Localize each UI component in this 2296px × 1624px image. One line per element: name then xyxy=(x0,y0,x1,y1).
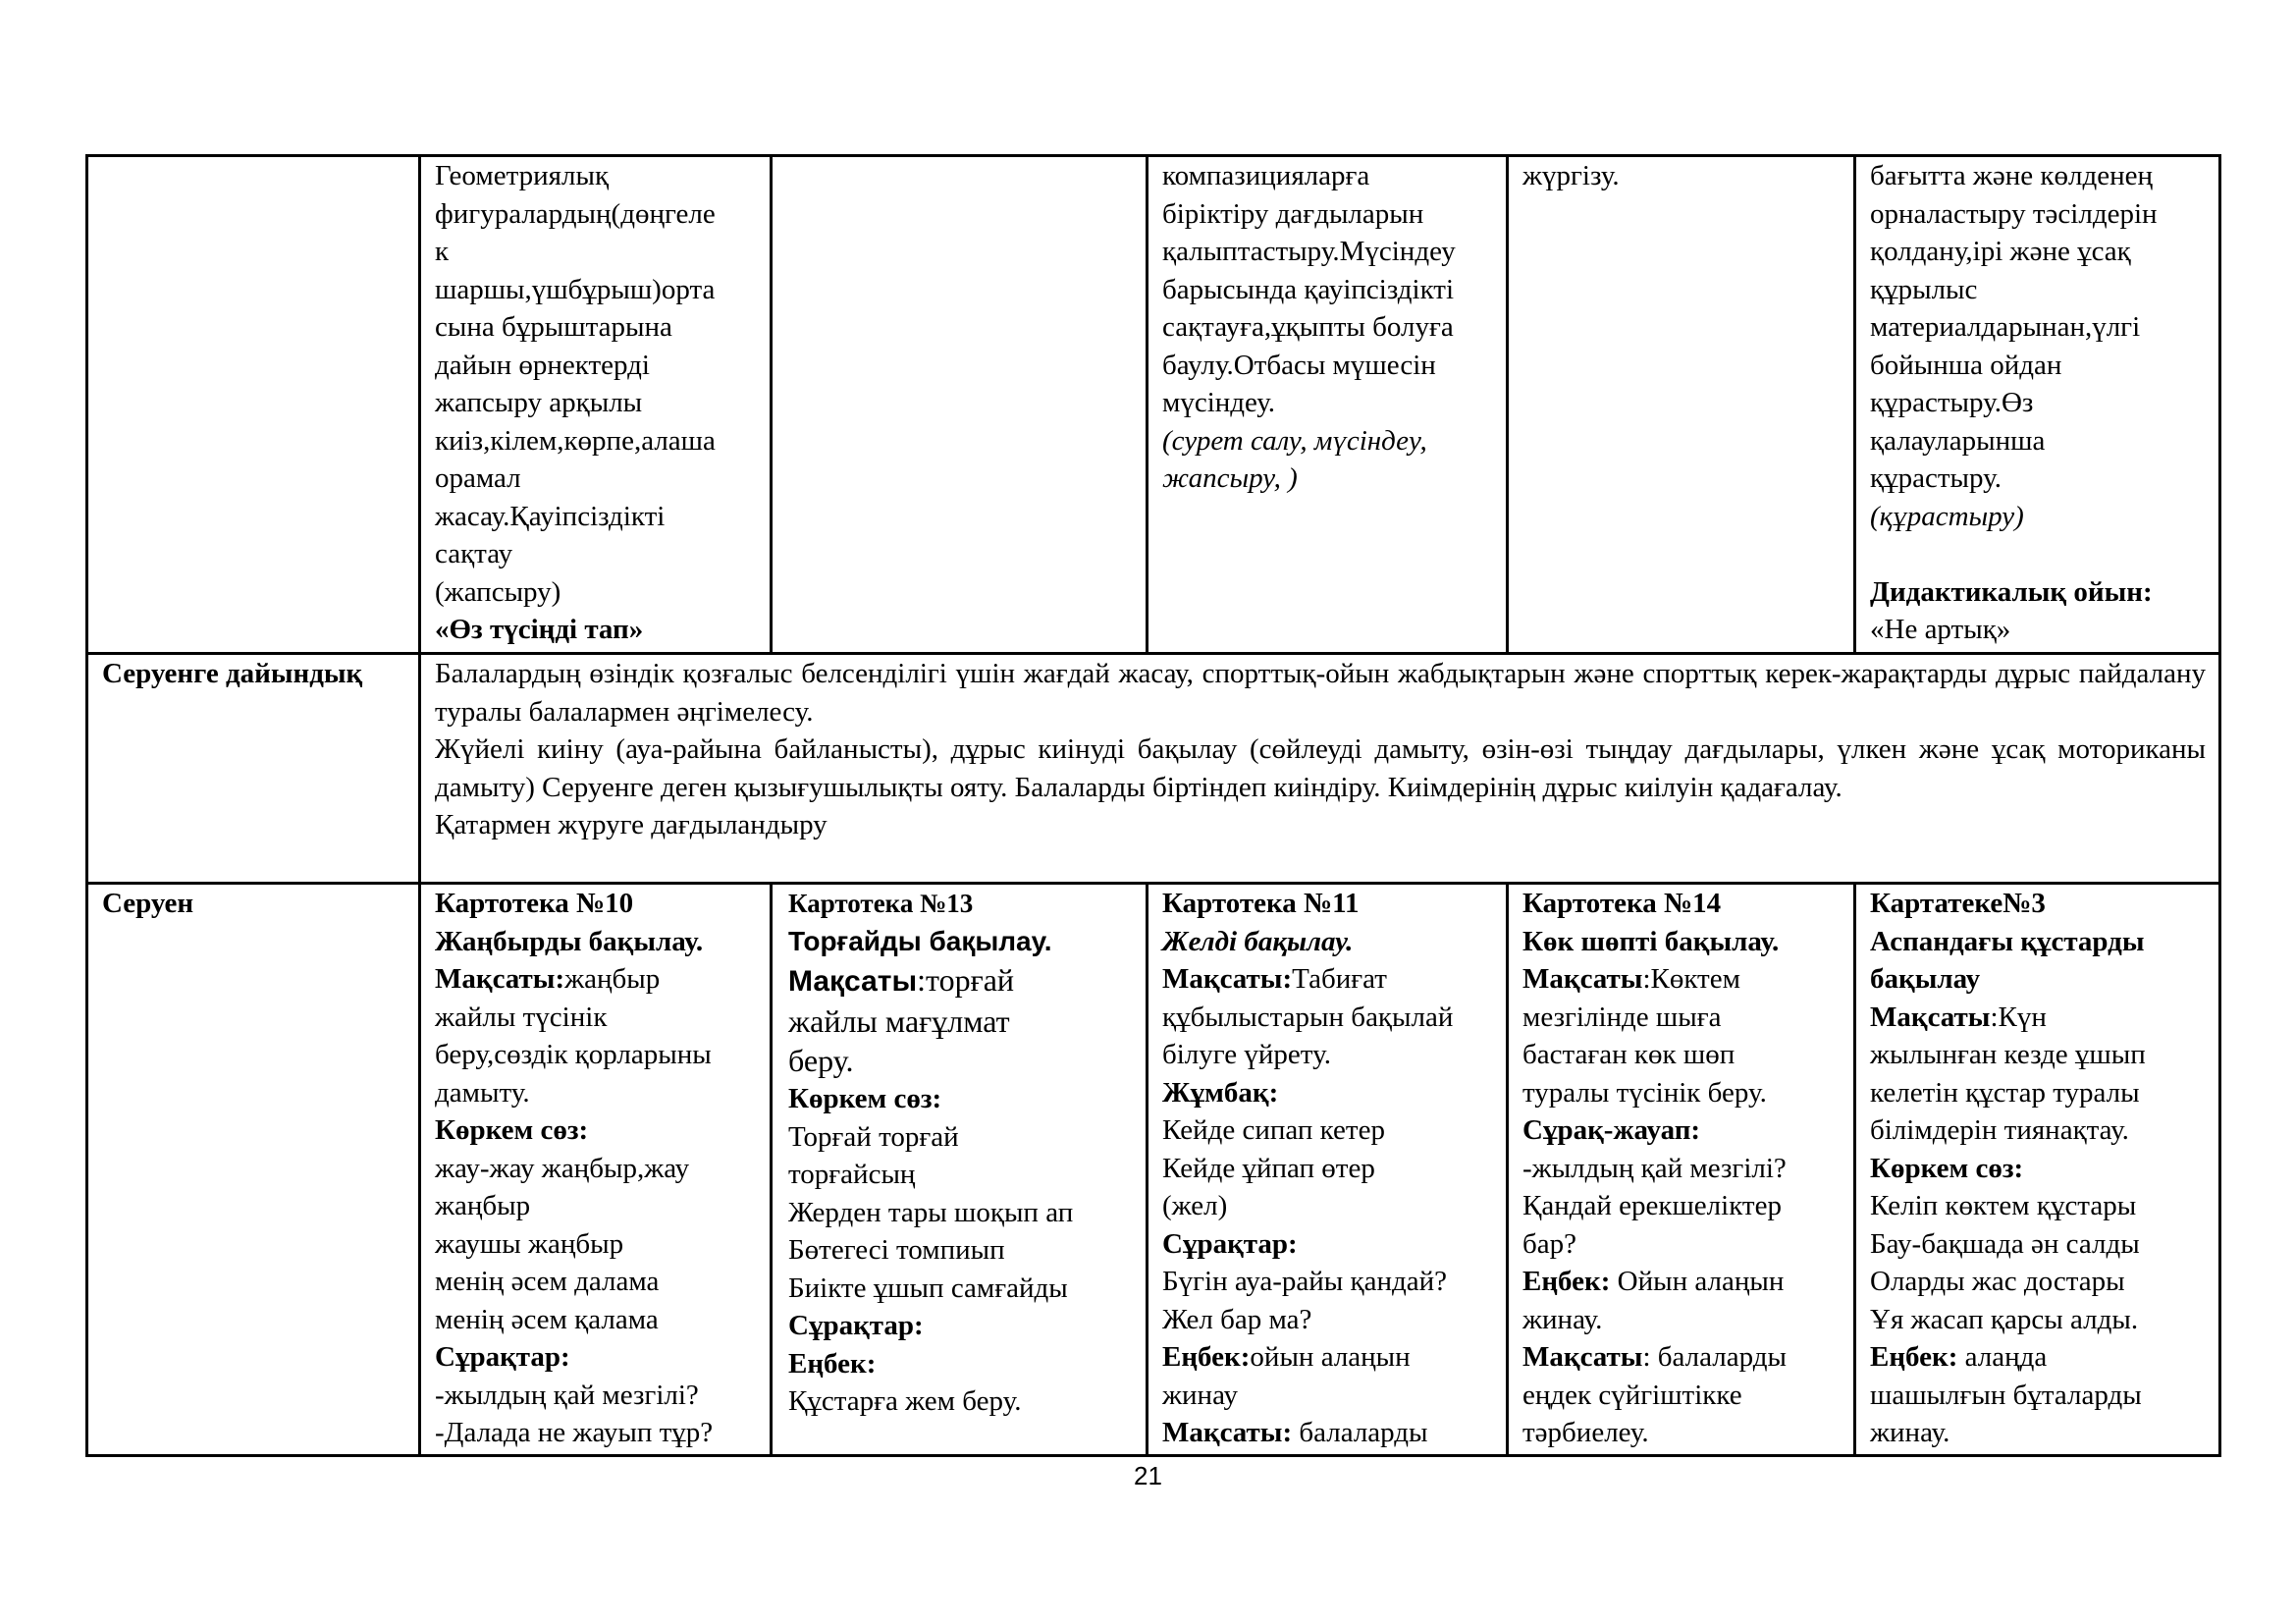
spacer xyxy=(1870,535,2206,573)
text-line: Геометриялық xyxy=(435,160,610,191)
text-line: Биікте ұшып самғайды xyxy=(788,1272,1068,1304)
activity-type: (сурет салу, мүсіндеу, xyxy=(1162,424,1427,457)
wed-walk-cell xyxy=(1148,884,1508,1456)
text-line: ойын алаңын xyxy=(1250,1341,1411,1373)
card-number: Картотека №13 xyxy=(788,889,974,918)
questions-label: Сұрақтар: xyxy=(788,1310,924,1341)
poem-label: Көркем сөз: xyxy=(1870,1152,2024,1184)
text-line: сына бұрыштарына xyxy=(435,311,672,343)
text-line: жайлы түсінік xyxy=(435,1001,608,1033)
text-line: бастаған көк шөп xyxy=(1522,1039,1735,1070)
walk-topic: бақылау xyxy=(1870,963,1981,995)
text-line: жапсыру арқылы xyxy=(435,387,643,418)
qa-label: Сұрақ-жауап: xyxy=(1522,1114,1701,1146)
text-line: біріктіру дағдыларын xyxy=(1162,197,1424,230)
text-line: к xyxy=(435,236,450,267)
game-label: Дидактикалық ойын: xyxy=(1870,575,2153,608)
preparation-text: Балалардың өзіндік қозғалыс белсенділігі үшін жағдай жасау, спорттық-ойын жабдықтарын және спорттық керек-жарақтарды дұрыс пайдалану туралы балалармен әңгімелесу. xyxy=(435,658,2206,728)
text-line: құрастыру.Өз xyxy=(1870,387,2034,418)
text-line: материалдарынан,үлгі xyxy=(1870,311,2141,343)
card-number: Картотека №11 xyxy=(1162,888,1360,919)
text-line: Құстарға жем беру. xyxy=(788,1385,1022,1417)
text-line: -жылдың қай мезгілі? xyxy=(435,1379,699,1411)
work-label: Еңбек: xyxy=(1870,1341,1958,1373)
text-line: мүсіндеу. xyxy=(1162,387,1276,418)
text-line: жинау. xyxy=(1870,1417,1950,1448)
text-line: Келіп көктем құстары xyxy=(1870,1190,2137,1221)
text-line: Жерден тары шоқып ап xyxy=(788,1196,1074,1228)
game-title: «Өз түсіңді тап» xyxy=(435,614,644,645)
walk-row xyxy=(87,884,2220,1456)
activity-type: (құрастыру) xyxy=(1870,500,2024,532)
text-line: Торғай торғай xyxy=(788,1120,959,1153)
activity-type: жапсыру, ) xyxy=(1162,462,1298,494)
walk-topic: Аспандағы құстарды xyxy=(1870,925,2145,957)
work-label: Еңбек: xyxy=(788,1347,877,1380)
goal-label: Мақсаты xyxy=(1522,1341,1643,1373)
goal-label: Мақсаты xyxy=(1522,963,1643,995)
text-line: баулу.Отбасы мүшесін xyxy=(1162,349,1436,381)
text-line: Ұя жасап қарсы алды. xyxy=(1870,1303,2139,1335)
text-line: дайын өрнектерді xyxy=(435,349,650,381)
text-line: (жел) xyxy=(1162,1190,1228,1221)
text-line: бағытта және көлденең xyxy=(1870,160,2153,191)
text-line: мезгілінде шыға xyxy=(1522,1001,1722,1033)
text-line: жүргізу. xyxy=(1522,160,1620,191)
goal-label: Мақсаты: xyxy=(1162,963,1293,995)
text-line: келетін құстар туралы xyxy=(1870,1076,2140,1109)
text-line: қолдану,ірі және ұсақ xyxy=(1870,236,2131,267)
text-line: жаңбыр xyxy=(564,963,661,995)
thu-walk-cell xyxy=(1508,884,1855,1456)
text-line: беру. xyxy=(788,1043,854,1078)
text-line: еңдек сүйгіштікке xyxy=(1522,1379,1742,1411)
activities-row xyxy=(87,156,2220,654)
questions-label: Сұрақтар: xyxy=(435,1341,570,1373)
preparation-text: Қатармен жүруге дағдыландыру xyxy=(435,809,828,840)
text-line: беру,сөздік қорларыны xyxy=(435,1039,712,1070)
row-label xyxy=(87,654,420,884)
text-line: Қандай ерекшеліктер xyxy=(1522,1190,1782,1221)
text-line: білуге үйрету. xyxy=(1162,1039,1331,1070)
fri-walk-cell xyxy=(1855,884,2220,1456)
preparation-row xyxy=(87,654,2220,884)
row-label xyxy=(87,884,420,1456)
text-line: бар? xyxy=(1522,1227,1576,1260)
page-number: 21 xyxy=(1134,1461,1162,1490)
goal-label: Мақсаты: xyxy=(1162,1417,1293,1448)
game-title: «Не артық» xyxy=(1870,614,2011,645)
text-line: жаңбыр xyxy=(435,1190,531,1221)
walk-topic: Торғайды бақылау. xyxy=(788,925,1052,956)
text-line: шаршы,үшбұрыш)орта xyxy=(435,273,716,305)
text-line: компазицияларға xyxy=(1162,160,1370,191)
text-line: бойынша ойдан xyxy=(1870,349,2062,381)
goal-label: Мақсаты: xyxy=(435,963,565,995)
card-number: Картатеке№3 xyxy=(1870,888,2046,919)
mon-walk-cell xyxy=(420,884,772,1456)
text-line: Ойын алаңын xyxy=(1610,1266,1785,1297)
work-label: Еңбек: xyxy=(1162,1341,1251,1373)
tue-activity-cell xyxy=(772,156,1148,654)
text-line: киіз,кілем,көрпе,алаша xyxy=(435,424,716,457)
text-line: орамал xyxy=(435,462,521,494)
text-line: :Көктем xyxy=(1642,963,1740,995)
wed-activity-cell xyxy=(1148,156,1508,654)
text-line: алаңда xyxy=(1957,1341,2048,1373)
daily-plan-table xyxy=(85,154,2221,1457)
text-line: жау-жау жаңбыр,жау xyxy=(435,1152,690,1184)
text-line: :Күн xyxy=(1990,1001,2047,1033)
text-line: Жел бар ма? xyxy=(1162,1303,1312,1335)
text-line: -Далада не жауып тұр? xyxy=(435,1417,714,1448)
text-line: Табиғат xyxy=(1292,963,1387,995)
fri-activity-cell xyxy=(1855,156,2220,654)
preparation-text: Жүйелі киіну (ауа-райына байланысты), дұрыс киінуді бақылау (сөйлеуді дамыту, өзін-өзі тыңдау дағдылары, үлкен және ұсақ моториканы дамыту) Серуенге деген қызығушылықты ояту. Балаларды біртіндеп киіндіру. Киімдерінің дұрыс киілуін қадағалау. xyxy=(435,733,2206,803)
text-line: Кейде сипап кетер xyxy=(1162,1114,1385,1146)
text-line: : балаларды xyxy=(1642,1341,1787,1373)
poem-label: Көркем сөз: xyxy=(788,1083,942,1114)
row-label-text: Серуенге дайындық xyxy=(102,658,363,689)
text-line: дамыту. xyxy=(435,1076,530,1109)
text-line: жылынған кезде ұшып xyxy=(1870,1039,2146,1070)
walk-topic: Желді бақылау. xyxy=(1162,925,1354,957)
text-line: :торғай xyxy=(917,962,1015,998)
text-line: Бөтегесі томпиып xyxy=(788,1234,1005,1266)
text-line: -жылдың қай мезгілі? xyxy=(1522,1152,1787,1184)
text-line: білімдерін тиянақтау. xyxy=(1870,1114,2129,1146)
mon-activity-cell xyxy=(420,156,772,654)
text-line: қалауларынша xyxy=(1870,424,2046,457)
poem-label: Көркем сөз: xyxy=(435,1114,589,1146)
text-line: құрылыс xyxy=(1870,273,1978,305)
text-line: жайлы мағұлмат xyxy=(788,1003,1010,1039)
goal-label: Мақсаты xyxy=(788,965,918,998)
text-line: қалыптастыру.Мүсіндеу xyxy=(1162,236,1456,267)
card-number: Картотека №14 xyxy=(1522,888,1722,919)
card-number: Картотека №10 xyxy=(435,888,634,919)
text-line: жаушы жаңбыр xyxy=(435,1227,624,1260)
text-line: Бау-бақшада ән салды xyxy=(1870,1227,2140,1260)
work-label: Еңбек: xyxy=(1522,1266,1611,1297)
text-line: балаларды xyxy=(1292,1417,1428,1448)
text-line: (жапсыру) xyxy=(435,575,561,608)
text-line: менің әсем далама xyxy=(435,1266,660,1297)
thu-activity-cell xyxy=(1508,156,1855,654)
text-line: Оларды жас достары xyxy=(1870,1266,2125,1297)
text-line: менің әсем қалама xyxy=(435,1303,659,1335)
text-line: орналастыру тәсілдерін xyxy=(1870,197,2158,230)
text-line: жинау xyxy=(1162,1379,1238,1411)
text-line: туралы түсінік беру. xyxy=(1522,1076,1767,1109)
text-line: сақтау xyxy=(435,538,513,569)
text-line: жинау. xyxy=(1522,1303,1603,1335)
text-line: құрастыру. xyxy=(1870,462,2002,494)
tue-walk-cell xyxy=(772,884,1148,1456)
text-line: фигуралардың(дөңгеле xyxy=(435,197,716,230)
questions-label: Сұрақтар: xyxy=(1162,1227,1298,1260)
text-line: сақтауға,ұқыпты болуға xyxy=(1162,311,1454,343)
riddle-label: Жұмбақ: xyxy=(1162,1076,1279,1109)
row-label-text: Серуен xyxy=(102,888,194,919)
text-line: шашылғын бұталарды xyxy=(1870,1379,2142,1411)
text-line: торғайсың xyxy=(788,1159,916,1190)
row-label-empty xyxy=(87,156,420,654)
text-line: Кейде ұйпап өтер xyxy=(1162,1152,1375,1184)
walk-topic: Жаңбырды бақылау. xyxy=(435,925,704,957)
text-line: Бүгін ауа-райы қандай? xyxy=(1162,1266,1448,1297)
preparation-cell xyxy=(420,654,2220,884)
goal-label: Мақсаты xyxy=(1870,1001,1991,1033)
text-line: құбылыстарын бақылай xyxy=(1162,1001,1454,1033)
text-line: тәрбиелеу. xyxy=(1522,1417,1649,1448)
text-line: жасау.Қауіпсіздікті xyxy=(435,500,666,532)
walk-topic: Көк шөпті бақылау. xyxy=(1522,925,1780,957)
text-line: барысында қауіпсіздікті xyxy=(1162,273,1455,305)
